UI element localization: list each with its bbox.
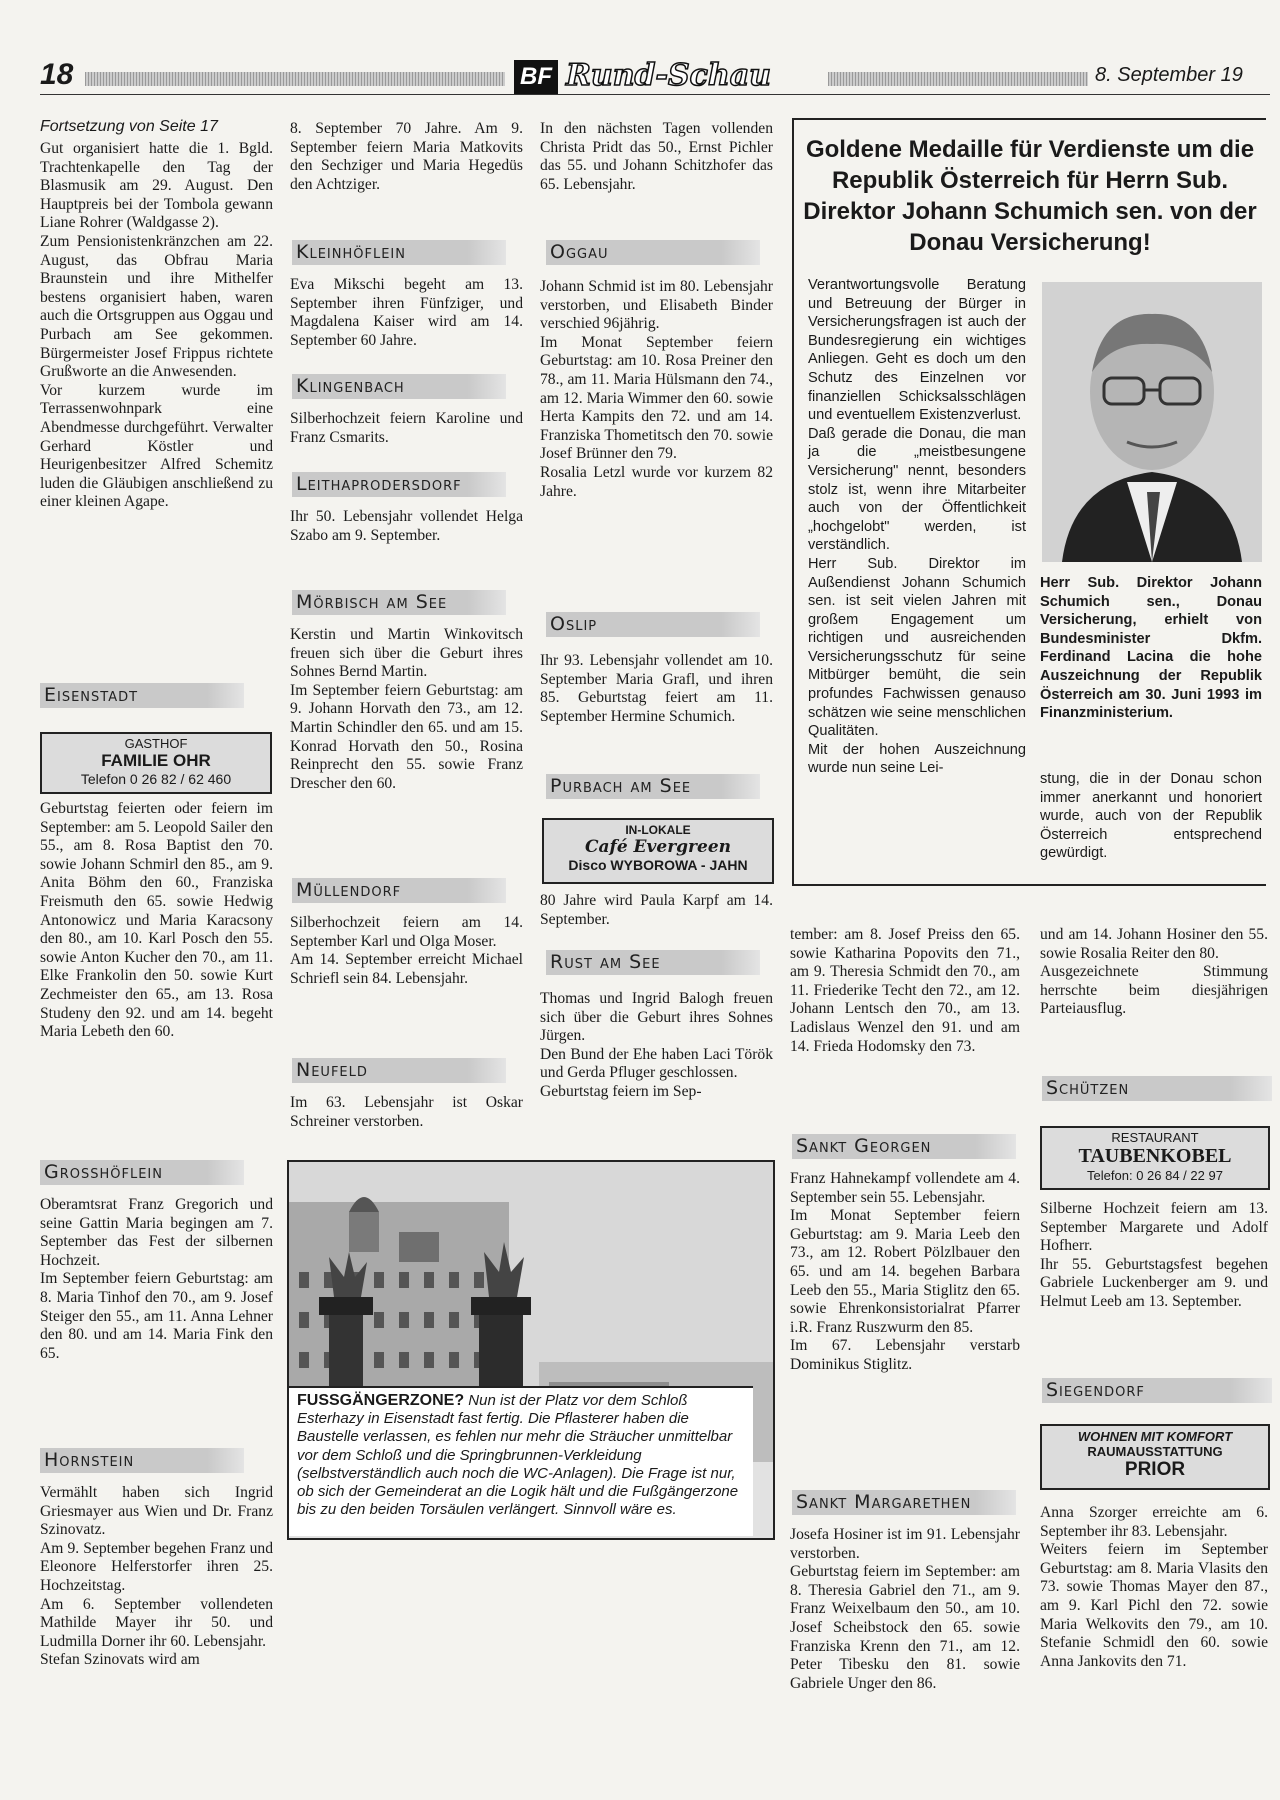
column-1 [40,118,273,512]
feature-headline: Goldene Medaille für Verdienste um die Republik Österreich für Herrn Sub. Direktor Johann Schumich sen. von der Donau Versicherung! [803,136,1257,256]
ad-gasthof-ohr: GASTHOF FAMILIE OHR Telefon 0 26 82 / 62 460 [40,732,272,794]
article-text: Thomas und Ingrid Balogh freuen sich über die Geburt ihres Sohnes Jürgen. Den Bund der Ehe haben Laci Török und Gerda Pfluger geschlossen. Geburtstag feiern im Sep- [540,990,773,1100]
article-text: Silberhochzeit feiern am 14. September Karl und Olga Moser. Am 14. September erreicht Michael Schriefl sein 84. Lebensjahr. [290,914,523,987]
feature-body: Verantwortungsvolle Beratung und Betreuung der Bürger in Versicherungsfragen ist auch der Bundesregierung ein wichtiges Anliegen. Geht es doch um den Schutz des Einzelnen vor finanziellen Schicksalsschlägen und eventuellem Existenzverlust. Daß gerade die Donau, die man ja die „meistbesungene Versicherung" nennt, besonders stolz ist, wenn ihre Mitarbeiter auch von der Öffentlichkeit „hochgelobt" werden, ist verständlich. Herr Sub. Direktor im Außendienst Johann Schumich sen. ist seit vielen Jahren mit großem Engagement um richtigen und ausreichenden Versicherungsschutz für seine Mitbürger bemüht, die sein profundes Fachwissen genauso schätzen wie seine menschlichen Qualitäten. Mit der hohen Auszeichnung wurde nun seine Lei- [808,277,1026,777]
page-number: 18 [40,58,74,91]
continued-note: Fortsetzung von Seite 17 [40,118,218,135]
section-heading-oslip: Oslip [546,612,760,637]
section-heading-leithaprodersdorf: Leithaprodersdorf [292,472,506,497]
section-heading-muellendorf: Müllendorf [292,878,506,903]
photo-caption [289,1386,753,1536]
section-heading-eisenstadt: Eisenstadt [40,683,244,708]
page-header [0,58,1280,98]
article-text: Geburtstag feierten oder feiern im September: am 5. Leopold Sailer den 55., am 8. Rosa Baptist den 70. sowie Johann Schmirl den 85., am 9. Anita Böhm den 60., Franziska Freismuth den 65. sowie Hedwig Antonowicz und Maria Karacsony den 80., am 10. Karl Posch den 55. sowie Anton Kucher den 70., am 11. Elke Frankolin den 50. sowie Kurt Zechmeister den 65., am 13. Rosa Studeny den 92. und am 14. begeht Maria Lebeth den 60. [40,800,273,1041]
article-text: Ihr 50. Lebensjahr vollendet Helga Szabo am 9. September. [290,508,523,544]
ad-prior: WOHNEN MIT KOMFORT RAUMAUSSTATTUNG PRIOR [1040,1424,1270,1490]
article-text: Gut organisiert hatte die 1. Bgld. Trachtenkapelle den Tag der Blasmusik am 29. August. Den Hauptpreis bei der Tombola gewann Liane Rohrer (Waldgasse 2). Zum Pensionistenkränzchen am 22. August, das Obfrau Maria Braunstein und ihre Mithelfer bestens organisiert haben, waren auch die Ortsgruppen aus Oggau und Purbach am See gekommen. Bürgermeister Josef Frippus richtete Grußworte an die Anwesenden. Vor kurzem wurde im Terrassenwohnpark eine Abendmesse durchgeführt. Verwalter Gerhard Köstler und Heurigenbesitzer Alfred Schemitz luden die Gläubigen anschließend zu einer kleinen Agape. [40,140,273,511]
section-heading-purbach: Purbach am See [546,774,760,799]
logo-bf: BF [514,60,558,94]
photo-caption-text: Nun ist der Platz vor dem Schloß Esterhazy in Eisenstadt fast fertig. Die Pflasterer haben die Baustelle verlassen, es fehlen nur mehr die Sträucher unmittelbar vor dem Schloß und die Springbrunnen-Verkleidung (selbstverständlich auch noch die WC-Anlagen). Die Frage ist nur, ob sich der Gemeinderat an die Logik hält und die Fußgängerzone bis zu den beiden Torsäulen verlängert. Sinnvoll wäre es. [297,1392,739,1519]
portrait-image [1042,282,1262,562]
article-text: Im 63. Lebensjahr ist Oskar Schreiner verstorben. [290,1094,523,1130]
header-underline [40,94,1270,95]
section-heading-sankt-georgen: Sankt Georgen [792,1134,1016,1159]
article-text: In den nächsten Tagen vollenden Christa Pridt das 50., Ernst Pichler das 55. und Johann Schitzhofer das 65. Lebensjahr. [540,120,773,193]
article-text: Oberamtsrat Franz Gregorich und seine Gattin Maria begingen am 7. September das Fest der silbernen Hochzeit. Im September feiern Geburtstag: am 8. Maria Tinhof den 70., am 9. Josef Steiger den 55., am 11. Anna Lehner den 80. und am 14. Maria Fink den 65. [40,1196,273,1362]
section-heading-neufeld: Neufeld [292,1058,506,1083]
article-text: Kerstin und Martin Winkovitsch freuen sich über die Geburt ihres Sohnes Bernd Martin. Im September feiern Geburtstag: am 9. Johann Horvath den 73., am 12. Martin Schindler den 65. und am 15. Konrad Horvath den 50., Rosina Reinprecht den 55. sowie Franz Drescher den 60. [290,626,523,792]
article-text: tember: am 8. Josef Preiss den 65. sowie Katharina Popovits den 71., am 9. Theresia Schmidt den 70., am 11. Friederike Techt den 72., am 12. Johann Lentsch den 70., am 13. Ladislaus Wenzel den 91. und am 14. Frieda Hodomsky den 73. [790,926,1020,1055]
logo-title: Rund-Schau [566,58,771,93]
header-rule-left [85,72,505,86]
portrait-photo [1042,282,1262,562]
article-text: Ihr 93. Lebensjahr vollendet am 10. September Maria Grafl, und ihren 85. Geburtstag feiert am 11. September Hermine Schumich. [540,652,773,725]
article-text: Silberne Hochzeit feiern am 13. September Margarete und Adolf Hofherr. Ihr 55. Geburtstagsfest begehen Gabriele Luckenberger am 9. und Helmut Leeb am 13. September. [1040,1200,1268,1310]
section-heading-siegendorf: Siegendorf [1042,1378,1272,1403]
photo-box [287,1160,775,1540]
section-heading-kleinhoeflein: Kleinhöflein [292,240,506,265]
section-heading-grosshoeflein: Grosshöflein [40,1160,244,1185]
article-text: Franz Hahnekampf vollendete am 4. September sein 55. Lebensjahr. Im Monat September feiern Geburtstag: am 9. Maria Leeb den 73., am 12. Robert Pölzlbauer den 65. und am 14. begehen Barbara Leeb den 55., Maria Stiglitz den 65. sowie Ehrenkonsistorialrat Pfarrer i.R. Franz Ruszwurm den 85. Im 67. Lebensjahr verstarb Dominikus Stiglitz. [790,1170,1020,1373]
portrait-caption: Herr Sub. Direktor Johann Schumich sen., Donau Versicherung, erhielt von Bundesminister Dkfm. Ferdinand Lacina die hohe Auszeichnung der Republik Österreich am 30. Juni 1993 im Finanzministerium. [1040,575,1262,722]
article-text: Eva Mikschi begeht am 13. September ihren Fünfziger, und Magdalena Kaiser wird am 14. September 60 Jahre. [290,276,523,349]
article-text: Silberhochzeit feiern Karoline und Franz Csmarits. [290,410,523,446]
article-text: Vermählt haben sich Ingrid Griesmayer aus Wien und Dr. Franz Szinovatz. Am 9. September begehen Franz und Eleonore Helferstorfer ihren 25. Hochzeitstag. Am 6. September vollendeten Mathilde Mayer ihr 50. und Ludmilla Dorner ihr 60. Lebensjahr. Stefan Szinovats wird am [40,1484,273,1669]
section-heading-oggau: Oggau [546,240,760,265]
article-text: 80 Jahre wird Paula Karpf am 14. September. [540,892,773,928]
article-text: und am 14. Johann Hosiner den 55. sowie Rosalia Reiter den 80. Ausgezeichnete Stimmung herrschte beim diesjährigen Parteiausflug. [1040,926,1268,1018]
header-rule-right [828,72,1088,86]
article-text: Anna Szorger erreichte am 6. September ihr 83. Lebensjahr. Weiters feiern im September Geburtstag: am 8. Maria Vlasits den 73. sowie Thomas Mayer den 87., am 9. Karl Pichl den 72. sowie Maria Welkovits den 79., am 10. Stefanie Schmidl den 60. sowie Anna Jankovits den 71. [1040,1504,1268,1670]
article-text: 8. September 70 Jahre. Am 9. September feiern Maria Matkovits den Sechziger und Maria Hegedüs den Achtziger. [290,120,523,193]
article-text: Josefa Hosiner ist im 91. Lebensjahr verstorben. Geburtstag feiern im September: am 8. Theresia Gabriel den 71., am 9. Franz Weixelbaum den 50., am 10. Josef Scheibstock den 65. sowie Franziska Krenn den 71., am 12. Peter Tibesku den 81. sowie Gabriele Unger den 86. [790,1526,1020,1692]
section-heading-klingenbach: Klingenbach [292,374,506,399]
article-text: Johann Schmid ist im 80. Lebensjahr verstorben, und Elisabeth Binder verschied 96jährig. Im Monat September feiern Geburtstag: am 10. Rosa Preiner den 78., am 11. Maria Hülsmann den 74., am 12. Maria Wimmer den 60. sowie Herta Kampits den 72. und am 14. Franziska Thometitsch den 70. sowie Josef Brünner den 79. Rosalia Letzl wurde vor kurzem 82 Jahre. [540,278,773,500]
section-heading-rust: Rust am See [546,950,760,975]
feature-continuation: stung, die in der Donau schon immer anerkannt und honoriert wurde, auch von der Republik Österreich entsprechend gewürdigt. [1040,771,1262,862]
issue-date: 8. September 19 [1095,64,1243,86]
ad-cafe-evergreen: IN-LOKALE Café Evergreen Disco WYBOROWA - JAHN [542,818,774,884]
section-heading-moerbisch: Mörbisch am See [292,590,506,615]
photo-caption-title: FUSSGÄNGERZONE? [297,1392,465,1409]
ad-restaurant-taubenkobel: RESTAURANT TAUBENKOBEL Telefon: 0 26 84 / 22 97 [1040,1126,1270,1190]
section-heading-sankt-margarethen: Sankt Margarethen [792,1490,1016,1515]
section-heading-hornstein: Hornstein [40,1448,244,1473]
section-heading-schuetzen: Schützen [1042,1076,1272,1101]
